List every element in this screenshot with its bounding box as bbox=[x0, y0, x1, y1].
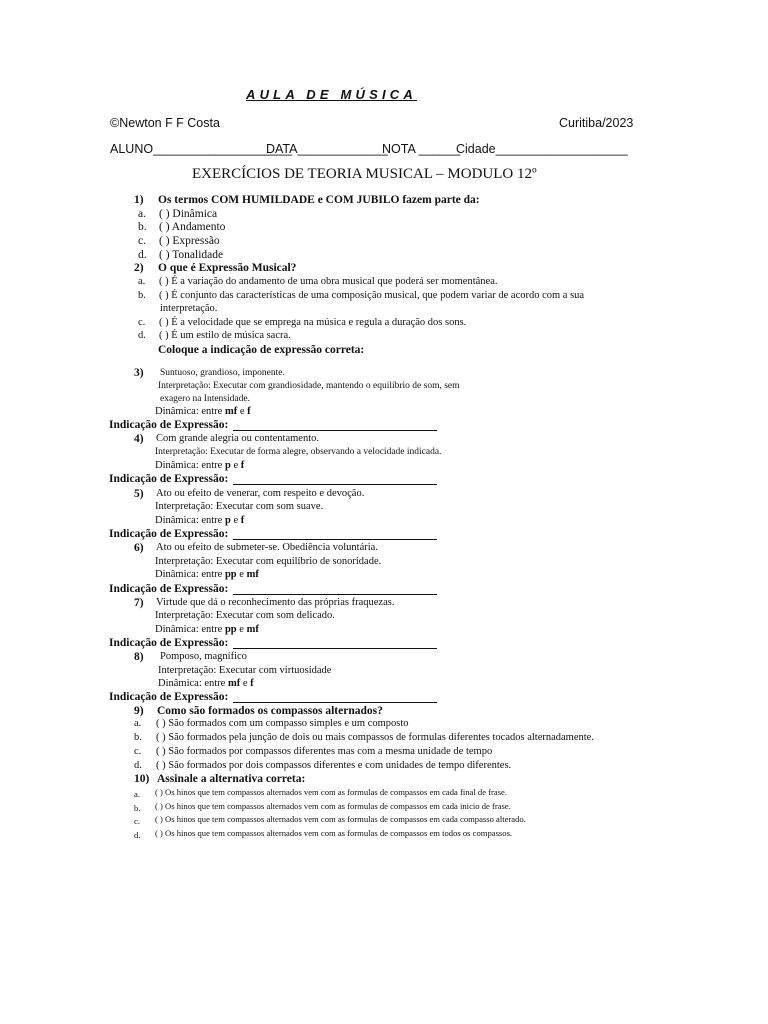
q2-option-b-cont: interpretação. bbox=[160, 303, 218, 314]
q10-option-d-letter: d. bbox=[134, 830, 141, 840]
q9-option-b[interactable]: ( ) São formados pela junção de dois ou mais compassos de formulas diferentes tocados alternadamente. bbox=[156, 732, 594, 743]
q8-answer-line[interactable] bbox=[233, 692, 437, 703]
q1-option-a[interactable]: ( ) Dinâmica bbox=[159, 208, 218, 220]
q1-text: Os termos COM HUMILDADE e COM JUBILO fazem parte da: bbox=[158, 194, 480, 206]
q7-line1: Virtude que dá o reconhecimento das próprias fraquezas. bbox=[156, 597, 395, 608]
q6-answer-line[interactable] bbox=[233, 584, 437, 595]
q2-option-a[interactable]: ( ) É a variação do andamento de uma obra musical que poderá ser momentânea. bbox=[159, 276, 498, 287]
q10-option-c[interactable]: ( ) Os hinos que tem compassos alternados vem com as formulas de compassos em cada compasso alterado. bbox=[155, 814, 526, 824]
q4-answer-line[interactable] bbox=[233, 474, 437, 485]
instruction: Coloque a indicação de expressão correta: bbox=[158, 344, 365, 356]
q9-text: Como são formados os compassos alternados? bbox=[157, 705, 383, 717]
q10-option-a[interactable]: ( ) Os hinos que tem compassos alternados vem com as formulas de compassos em cada final de frase. bbox=[155, 787, 508, 797]
q9-option-c-letter: c. bbox=[134, 746, 142, 757]
q6-line1: Ato ou efeito de submeter-se. Obediência voluntária. bbox=[156, 542, 378, 553]
q6-line2: Interpretação: Executar com equilíbrio de sonoridade. bbox=[155, 556, 382, 567]
q10-number: 10) bbox=[134, 773, 150, 785]
q2-option-c-letter: c. bbox=[138, 317, 146, 328]
q1-option-d[interactable]: ( ) Tonalidade bbox=[159, 249, 224, 261]
q5-expr-label: Indicação de Expressão: bbox=[109, 528, 229, 540]
q9-option-b-letter: b. bbox=[134, 732, 142, 743]
q5-line2: Interpretação: Executar com som suave. bbox=[155, 501, 324, 512]
q8-line2: Interpretação: Executar com virtuosidade bbox=[158, 665, 332, 676]
q2-text: O que é Expressão Musical? bbox=[158, 262, 297, 274]
q5-dinamica: Dinâmica: entre p e f bbox=[155, 515, 245, 526]
q1-option-c-letter: c. bbox=[138, 235, 146, 247]
q1-option-c[interactable]: ( ) Expressão bbox=[159, 235, 220, 247]
nota-field[interactable]: NOTA ______ bbox=[382, 142, 461, 156]
q10-option-b-letter: b. bbox=[134, 803, 141, 813]
q2-number: 2) bbox=[134, 262, 144, 274]
q3-line2: Interpretação: Executar com grandiosidade, mantendo o equilíbrio de som, sem bbox=[158, 381, 460, 391]
q4-number: 4) bbox=[134, 433, 144, 445]
q5-line1: Ato ou efeito de venerar, com respeito e devoção. bbox=[156, 488, 365, 499]
q8-line1: Pomposo, magnífico bbox=[160, 651, 247, 662]
q7-answer-line[interactable] bbox=[233, 638, 437, 649]
q3-line3: exagero na Intensidade. bbox=[160, 394, 250, 404]
q6-number: 6) bbox=[134, 542, 144, 554]
q6-expr-label: Indicação de Expressão: bbox=[109, 583, 229, 595]
q2-option-d-letter: d. bbox=[138, 330, 146, 341]
q10-text: Assinale a alternativa correta: bbox=[157, 773, 306, 785]
place-date: Curitiba/2023 bbox=[559, 116, 634, 130]
q10-option-b[interactable]: ( ) Os hinos que tem compassos alternados vem com as formulas de compassos em cada inicio de frase. bbox=[155, 801, 511, 811]
q1-option-a-letter: a. bbox=[138, 208, 146, 220]
q8-dinamica: Dinâmica: entre mf e f bbox=[158, 678, 254, 689]
q7-number: 7) bbox=[134, 597, 144, 609]
q5-answer-line[interactable] bbox=[233, 529, 437, 540]
q4-line1: Com grande alegria ou contentamento. bbox=[156, 433, 319, 444]
q1-number: 1) bbox=[134, 194, 144, 206]
q1-option-b[interactable]: ( ) Andamento bbox=[159, 221, 226, 233]
q9-option-c[interactable]: ( ) São formados por compassos diferentes mas com a mesma unidade de tempo bbox=[156, 746, 493, 757]
q9-option-d[interactable]: ( ) São formados por dois compassos diferentes e com unidades de tempo diferentes. bbox=[156, 760, 512, 771]
q9-option-a-letter: a. bbox=[134, 718, 142, 729]
q3-expr-label: Indicação de Expressão: bbox=[109, 419, 229, 431]
q8-number: 8) bbox=[134, 651, 144, 663]
q9-option-d-letter: d. bbox=[134, 760, 142, 771]
q3-dinamica: Dinâmica: entre mf e f bbox=[155, 406, 251, 417]
q4-line2: Interpretação: Executar de forma alegre, observando a velocidade indicada. bbox=[155, 447, 442, 457]
q7-line2: Interpretação: Executar com som delicado. bbox=[155, 610, 335, 621]
exercise-title: EXERCÍCIOS DE TEORIA MUSICAL – MODULO 12º bbox=[192, 166, 537, 182]
q3-number: 3) bbox=[134, 367, 144, 379]
q10-option-d[interactable]: ( ) Os hinos que tem compassos alternados vem com as formulas de compassos em todos os compassos. bbox=[155, 828, 513, 838]
q2-option-b[interactable]: ( ) É conjunto das características de uma composição musical, que podem variar de acordo com a sua bbox=[159, 290, 585, 301]
q10-option-a-letter: a. bbox=[134, 789, 140, 799]
q3-line1: Suntuoso, grandioso, imponente. bbox=[160, 368, 285, 378]
q10-option-c-letter: c. bbox=[134, 816, 140, 826]
q2-option-c[interactable]: ( ) É a velocidade que se emprega na música e regula a duração dos sons. bbox=[159, 317, 467, 328]
q2-option-a-letter: a. bbox=[138, 276, 146, 287]
data-field[interactable]: DATA_____________ bbox=[266, 142, 388, 156]
q4-dinamica: Dinâmica: entre p e f bbox=[155, 460, 245, 471]
q9-option-a[interactable]: ( ) São formados com um compasso simples e um composto bbox=[156, 718, 409, 729]
q1-option-b-letter: b. bbox=[138, 221, 147, 233]
q9-number: 9) bbox=[134, 705, 144, 717]
q5-number: 5) bbox=[134, 488, 144, 500]
q2-option-d[interactable]: ( ) É um estilo de música sacra. bbox=[159, 330, 291, 341]
q3-answer-line[interactable] bbox=[233, 420, 437, 431]
q1-option-d-letter: d. bbox=[138, 249, 147, 261]
author: ©Newton F F Costa bbox=[110, 116, 220, 130]
aluno-field[interactable]: ALUNO____________________ bbox=[110, 142, 293, 156]
q7-expr-label: Indicação de Expressão: bbox=[109, 637, 229, 649]
page-title: AULA DE MÚSICA bbox=[246, 87, 417, 102]
cidade-field[interactable]: Cidade___________________ bbox=[456, 142, 628, 156]
q7-dinamica: Dinâmica: entre pp e mf bbox=[155, 624, 259, 635]
q4-expr-label: Indicação de Expressão: bbox=[109, 473, 229, 485]
q2-option-b-letter: b. bbox=[138, 290, 146, 301]
q6-dinamica: Dinâmica: entre pp e mf bbox=[155, 569, 259, 580]
q8-expr-label: Indicação de Expressão: bbox=[109, 691, 229, 703]
